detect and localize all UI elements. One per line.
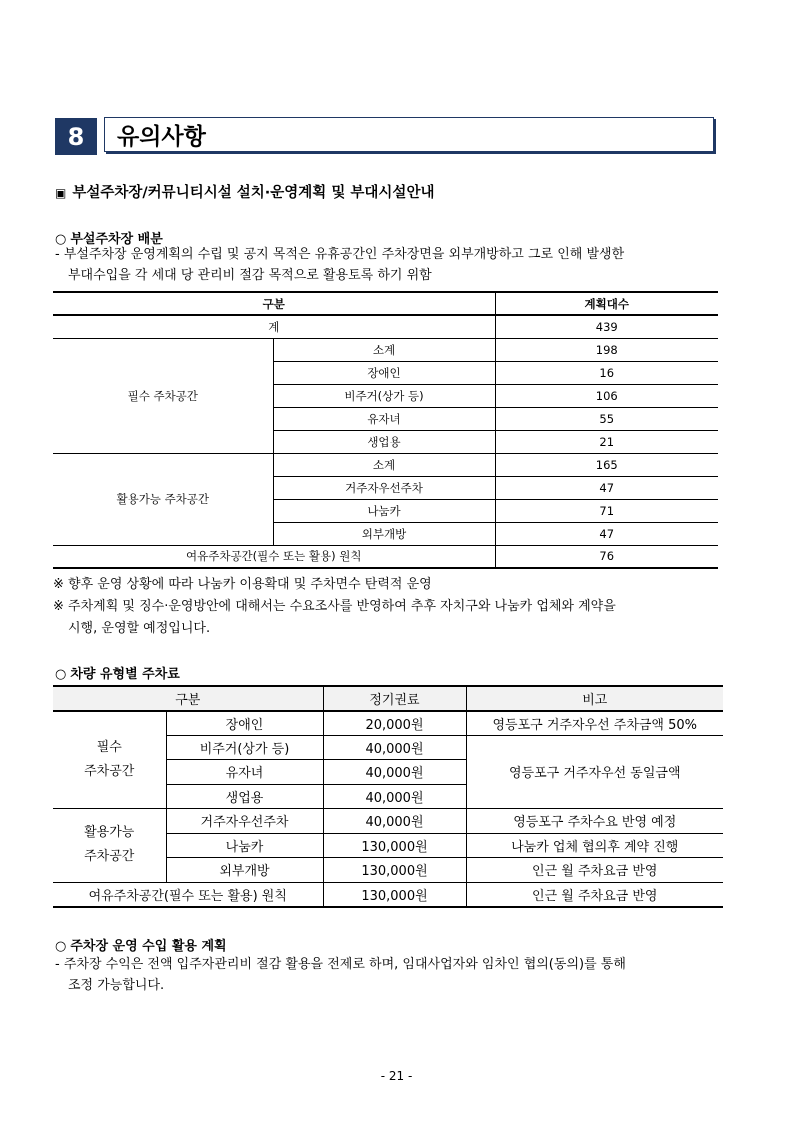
usable-group-label xyxy=(53,809,166,883)
table-row xyxy=(53,545,718,568)
row-label: 장애인 xyxy=(166,711,323,736)
row-label: 외부개방 xyxy=(273,522,495,545)
table-row xyxy=(53,315,718,338)
table-row xyxy=(53,809,723,834)
row-value: 47 xyxy=(495,476,718,499)
table-row xyxy=(53,338,718,361)
note-2-line2: 시행, 운영할 예정입니다. xyxy=(68,621,211,636)
row-remark: 영등포구 주차수요 반영 예정 xyxy=(466,809,723,834)
note-1: ※ 향후 운영 상황에 따라 나눔카 이용확대 및 주차면수 탄력적 운영 xyxy=(53,577,432,592)
row-fee: 40,000원 xyxy=(323,784,466,809)
revenue-desc-line2: 조정 가능합니다. xyxy=(68,978,165,993)
fees-title: 차량 유형별 주차료 xyxy=(70,667,180,682)
spare-label: 여유주차공간(필수 또는 활용) 원칙 xyxy=(53,882,323,907)
circle-bullet-icon: ○ xyxy=(55,667,67,682)
row-fee: 40,000원 xyxy=(323,809,466,834)
row-value: 16 xyxy=(495,361,718,384)
row-label: 거주자우선주차 xyxy=(273,476,495,499)
row-fee: 40,000원 xyxy=(323,760,466,785)
revenue-title: 주차장 운영 수입 활용 계획 xyxy=(70,939,227,954)
revenue-desc-line1: - 주차장 수익은 전액 입주자관리비 절감 활용을 전제로 하며, 임대사업자와 임차인 협의(동의)를 통해 xyxy=(55,957,626,972)
table-header-row xyxy=(53,292,718,315)
spare-label: 여유주차공간(필수 또는 활용) 원칙 xyxy=(53,545,495,568)
parking-allocation-desc-line2: 부대수입을 각 세대 당 관리비 절감 목적으로 활용토록 하기 위함 xyxy=(68,268,432,283)
row-value: 21 xyxy=(495,430,718,453)
row-value: 55 xyxy=(495,407,718,430)
row-value: 165 xyxy=(495,453,718,476)
parking-allocation-desc-line1: - 부설주차장 운영계획의 수립 및 공지 목적은 유휴공간인 주차장면을 외부개방하고 그로 인해 발생한 xyxy=(55,247,625,262)
total-value: 439 xyxy=(495,315,718,338)
spare-fee: 130,000원 xyxy=(323,882,466,907)
row-label: 소계 xyxy=(273,338,495,361)
row-label: 비주거(상가 등) xyxy=(166,735,323,760)
circle-bullet-icon: ○ xyxy=(55,939,67,954)
note-2-line1: ※ 주차계획 및 징수·운영방안에 대해서는 수요조사를 반영하여 추후 자치구와 나눔카 업체와 계약을 xyxy=(53,599,616,614)
spare-remark: 인근 월 주차요금 반영 xyxy=(466,882,723,907)
row-value: 106 xyxy=(495,384,718,407)
main-heading xyxy=(55,181,434,202)
circle-bullet-icon: ○ xyxy=(55,232,67,247)
row-value: 71 xyxy=(495,499,718,522)
header-fee: 정기권료 xyxy=(323,686,466,711)
row-label: 외부개방 xyxy=(166,858,323,883)
required-group-label: 필수 주차공간 xyxy=(53,338,273,453)
usable-group-line2: 주차공간 xyxy=(84,849,135,865)
table-row xyxy=(53,453,718,476)
parking-allocation-title: 부설주차장 배분 xyxy=(70,232,163,247)
header-category: 구분 xyxy=(53,686,323,711)
row-fee: 20,000원 xyxy=(323,711,466,736)
header-category: 구분 xyxy=(53,292,495,315)
total-label: 계 xyxy=(53,315,495,338)
row-remark: 영등포구 거주자우선 주차금액 50% xyxy=(466,711,723,736)
row-label: 유자녀 xyxy=(166,760,323,785)
required-group-line2: 주차공간 xyxy=(84,763,135,779)
row-label: 소계 xyxy=(273,453,495,476)
table-row xyxy=(53,882,723,907)
usable-group-line1: 활용가능 xyxy=(84,825,135,841)
fees-heading xyxy=(55,663,180,682)
row-label: 유자녀 xyxy=(273,407,495,430)
row-fee: 40,000원 xyxy=(323,735,466,760)
spare-value: 76 xyxy=(495,545,718,568)
fees-table xyxy=(53,685,723,908)
section-title: 유의사항 xyxy=(104,117,714,152)
row-label: 나눔카 xyxy=(166,833,323,858)
row-label: 생업용 xyxy=(273,430,495,453)
required-group-label xyxy=(53,711,166,809)
main-heading-text: 부설주차장/커뮤니티시설 설치·운영계획 및 부대시설안내 xyxy=(72,185,435,201)
row-label: 나눔카 xyxy=(273,499,495,522)
row-label: 생업용 xyxy=(166,784,323,809)
row-fee: 130,000원 xyxy=(323,833,466,858)
table-row xyxy=(53,711,723,736)
row-value: 198 xyxy=(495,338,718,361)
required-group-line1: 필수 xyxy=(96,739,122,755)
row-value: 47 xyxy=(495,522,718,545)
usable-group-label: 활용가능 주차공간 xyxy=(53,453,273,545)
page-number: - 21 - xyxy=(380,1069,413,1083)
merged-remark: 영등포구 거주자우선 동일금액 xyxy=(466,735,723,809)
square-bullet-icon: ▣ xyxy=(55,186,67,200)
revenue-heading xyxy=(55,935,227,954)
row-label: 비주거(상가 등) xyxy=(273,384,495,407)
row-remark: 나눔카 업체 협의후 계약 진행 xyxy=(466,833,723,858)
header-remark: 비고 xyxy=(466,686,723,711)
row-label: 거주자우선주차 xyxy=(166,809,323,834)
row-label: 장애인 xyxy=(273,361,495,384)
table-header-row xyxy=(53,686,723,711)
header-planned: 계획대수 xyxy=(495,292,718,315)
section-number: 8 xyxy=(55,118,97,155)
row-fee: 130,000원 xyxy=(323,858,466,883)
parking-allocation-table xyxy=(53,291,718,569)
row-remark: 인근 월 주차요금 반영 xyxy=(466,858,723,883)
